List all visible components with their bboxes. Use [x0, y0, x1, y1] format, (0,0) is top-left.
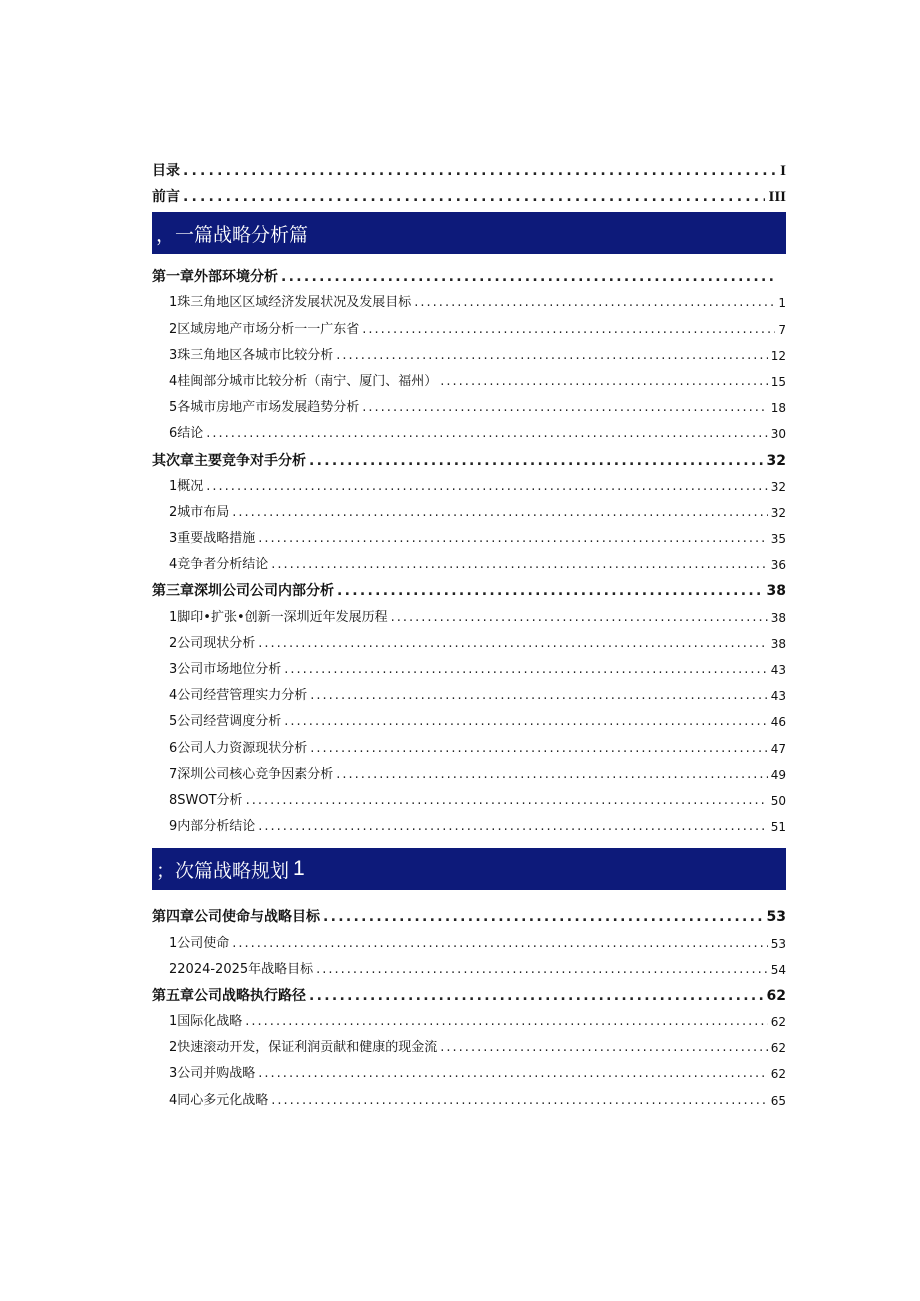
toc-section[interactable]	[152, 657, 786, 683]
toc-section-label: 3重要战略措施	[169, 531, 256, 547]
toc-section[interactable]	[152, 709, 786, 735]
toc-page-number: 65	[770, 1093, 786, 1108]
toc-section[interactable]	[152, 1061, 786, 1087]
dot-leader	[183, 184, 765, 210]
toc-page-number: 46	[770, 715, 786, 730]
toc-page-number: 32	[766, 452, 786, 469]
toc-page-number: 12	[770, 348, 786, 363]
dot-leader	[258, 1061, 767, 1087]
toc-section-label: 3珠三角地区各城市比较分析	[169, 347, 334, 363]
dot-leader	[245, 1009, 767, 1035]
toc-section-label: 9内部分析结论	[169, 819, 256, 835]
toc-section[interactable]	[152, 735, 786, 761]
dot-leader	[440, 1035, 767, 1061]
dot-leader	[391, 605, 768, 631]
toc-section[interactable]	[152, 631, 786, 657]
toc-section[interactable]	[152, 788, 786, 814]
toc-section[interactable]	[152, 552, 786, 578]
toc-section-label: 2城市布局	[169, 504, 230, 520]
toc-section[interactable]	[152, 369, 786, 395]
toc-page-number: 32	[770, 479, 786, 494]
toc-section[interactable]	[152, 1035, 786, 1061]
dot-leader	[336, 343, 767, 369]
dot-leader	[246, 788, 768, 814]
toc-page-number: 18	[770, 401, 786, 416]
dot-leader	[258, 526, 767, 552]
dot-leader	[316, 957, 768, 983]
toc-page-number: 38	[770, 636, 786, 651]
toc-page-number: 32	[770, 505, 786, 520]
toc-page-number: 62	[770, 1067, 786, 1082]
toc-page-number: 53	[770, 936, 786, 951]
toc-section[interactable]	[152, 1087, 786, 1113]
toc-section[interactable]	[152, 316, 786, 342]
dot-leader	[206, 421, 767, 447]
toc-section-label: 4桂闽部分城市比较分析（南宁、厦门、福州）	[169, 373, 438, 389]
toc-section-label: 7深圳公司核心竞争因素分析	[169, 766, 334, 782]
toc-section[interactable]	[152, 421, 786, 447]
toc-section[interactable]	[152, 526, 786, 552]
dot-leader	[271, 1088, 767, 1114]
toc-section[interactable]	[152, 814, 786, 840]
toc-section[interactable]	[152, 762, 786, 788]
toc-section-label: 6结论	[169, 426, 204, 442]
dot-leader	[336, 762, 767, 788]
dot-leader	[232, 500, 767, 526]
toc-page-number: 15	[770, 374, 786, 389]
toc-page-number: 51	[770, 820, 786, 835]
toc-entry-label: 前言	[152, 189, 180, 205]
toc-page-number: 53	[766, 909, 786, 926]
dot-leader	[337, 578, 764, 604]
toc-section-label: 3公司并购战略	[169, 1066, 256, 1082]
toc-section-label: 2快速滚动开发，保证利润贡献和健康的现金流	[169, 1040, 438, 1056]
toc-chapter-label: 第四章公司使命与战略目标	[152, 909, 320, 926]
toc-page-number: 30	[770, 427, 786, 442]
dot-leader	[284, 709, 767, 735]
toc-page-number: 62	[770, 1041, 786, 1056]
toc-section-label: 4公司经营管理实力分析	[169, 688, 308, 704]
toc-section-label: 22024-2025年战略目标	[169, 961, 314, 977]
toc-chapter-4[interactable]	[152, 904, 786, 930]
dot-leader	[414, 290, 775, 316]
toc-page-number: I	[780, 163, 786, 179]
toc-section-label: 5公司经营调度分析	[169, 714, 282, 730]
toc-section[interactable]	[152, 683, 786, 709]
toc-section[interactable]	[152, 500, 786, 526]
dot-leader	[323, 904, 764, 930]
toc-section[interactable]	[152, 343, 786, 369]
toc-section-label: 4竞争者分析结论	[169, 557, 269, 573]
toc-chapter-5[interactable]	[152, 983, 786, 1009]
dot-leader	[310, 683, 767, 709]
dot-leader	[309, 448, 764, 474]
toc-section[interactable]	[152, 957, 786, 983]
toc-page-number: 62	[770, 1015, 786, 1030]
dot-leader	[271, 552, 767, 578]
dot-leader	[309, 983, 764, 1009]
toc-section-label: 1脚印•扩张•创新一深圳近年发展历程	[169, 609, 388, 625]
toc-page-number: 7	[778, 322, 786, 337]
toc-section[interactable]	[152, 290, 786, 316]
toc-page-number: 50	[770, 793, 786, 808]
toc-entry-contents[interactable]	[152, 158, 786, 184]
toc-section[interactable]	[152, 930, 786, 956]
toc-section[interactable]	[152, 474, 786, 500]
part-title: ；次篇战略规划	[156, 859, 290, 882]
toc-page-number: 1	[778, 296, 786, 311]
toc-section[interactable]	[152, 1009, 786, 1035]
dot-leader	[258, 814, 767, 840]
toc-page-number: 62	[766, 987, 786, 1004]
toc-chapter-1[interactable]	[152, 264, 786, 290]
toc-chapter-2[interactable]	[152, 447, 786, 473]
toc-section-label: 5各城市房地产市场发展趋势分析	[169, 400, 360, 416]
table-of-contents	[152, 158, 786, 1114]
toc-chapter-label: 其次章主要竞争对手分析	[152, 452, 306, 469]
toc-entry-label: 目录	[152, 163, 180, 179]
dot-leader	[310, 736, 767, 762]
part-banner-analysis	[152, 212, 786, 254]
part-title: ，一篇战略分析篇	[156, 223, 309, 246]
toc-page-number: 36	[770, 558, 786, 573]
dot-leader	[362, 317, 775, 343]
toc-page-number: 47	[770, 741, 786, 756]
dot-leader	[232, 931, 767, 957]
toc-chapter-label: 第五章公司战略执行路径	[152, 987, 306, 1004]
toc-section-label: 8SWOT分析	[169, 792, 243, 808]
toc-section-label: 2区域房地产市场分析一一广东省	[169, 321, 360, 337]
dot-leader	[440, 369, 767, 395]
toc-section-label: 1国际化战略	[169, 1014, 243, 1030]
toc-page-number: 43	[770, 689, 786, 704]
toc-entry-preface[interactable]	[152, 184, 786, 210]
toc-page-number: 54	[770, 962, 786, 977]
dot-leader	[281, 264, 775, 290]
toc-page-number: III	[768, 189, 786, 205]
toc-section-label: 2公司现状分析	[169, 635, 256, 651]
toc-page-number: 49	[770, 767, 786, 782]
toc-section[interactable]	[152, 395, 786, 421]
toc-section-label: 4同心多元化战略	[169, 1092, 269, 1108]
dot-leader	[183, 158, 775, 184]
dot-leader	[206, 474, 767, 500]
toc-section-label: 1公司使命	[169, 935, 230, 951]
toc-chapter-3[interactable]	[152, 578, 786, 604]
toc-chapter-label: 第三章深圳公司公司内部分析	[152, 583, 334, 600]
dot-leader	[362, 395, 767, 421]
dot-leader	[284, 657, 767, 683]
toc-page-number: 38	[770, 610, 786, 625]
part-banner-planning	[152, 848, 786, 890]
toc-section[interactable]	[152, 604, 786, 630]
dot-leader	[258, 631, 767, 657]
toc-page-number: 43	[770, 663, 786, 677]
toc-chapter-label: 第一章外部环境分析	[152, 269, 278, 286]
part-title-suffix: 1	[293, 857, 305, 881]
toc-page-number: 35	[770, 532, 786, 547]
toc-section-label: 6公司人力资源现状分析	[169, 740, 308, 756]
toc-page-number: 38	[766, 583, 786, 600]
toc-section-label: 1珠三角地区区域经济发展状况及发展目标	[169, 295, 412, 311]
toc-section-label: 1概况	[169, 478, 204, 494]
toc-section-label: 3公司市场地位分析	[169, 662, 282, 677]
